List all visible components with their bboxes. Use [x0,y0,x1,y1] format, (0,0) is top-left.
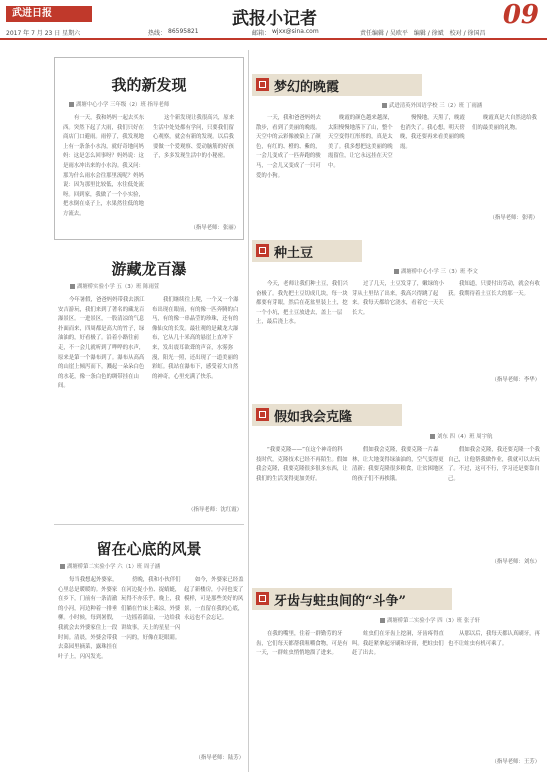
article-column: 晚霞的颜色越来越深，太阳慢慢地落下了山，整个天空变得红彤彤的，真是太美了。我多想把这美丽的晚霞留住，让它永远挂在天空中。 [328,115,393,169]
square-bullet-icon [394,269,399,274]
article-byline: 湖塘桥中心小学 三（3）班 李文 [394,267,478,275]
section-title: 种土豆 [274,246,314,261]
square-bullet-icon [60,564,65,569]
article-byline: 湖塘桥实验小学 五（3）班 陈雨萱 [70,282,159,290]
article-column: 有一天，我和妈妈一起去买东西。突然下起了大雨，我们只好在商店门口避雨。雨停了，我发现地上有一条条小水沟，就好奇地问妈妈：这是怎么回事呀？妈妈说：这是雨水冲出来的小水沟。我又问：那为什么雨水会往那里流呢？妈妈说：因为那里比较低，水往低处流呀。回到家，我做了一个小实验，把水倒在桌子上，水果然往低的地方流去。 [63,115,145,217]
article-column: 我知道，只要付出劳动，就会有收获。我期待着土豆长大的那一天。 [448,281,540,297]
teacher-note: （指导老师：沈红霞） [188,507,242,513]
newspaper-logo: 武进日报 [6,6,92,22]
article-new-discovery [54,57,244,240]
article-title: 我的新发现 [111,76,187,94]
article-title: 游藏龙百瀑 [111,260,187,278]
teacher-note: （指导老师：张丽） [190,225,239,231]
article-column: “我要克隆——”在这个神奇的科技时代，克隆技术已经不再陌生。假如我会克隆，我要克隆很多很多东西，让我们的生活变得更加美好。 [256,447,348,482]
article-column: 今天，老师让我们种土豆，我们兴奋极了。我先把土豆切成几块，每一块都要有芽眼，然后在花盆里装上土，挖一个小坑，把土豆放进去，盖上一层土，最后浇上水。 [256,281,348,326]
teacher-note: （指导老师：张明） [489,215,538,221]
editor-credits: 责任编辑 / 吴欧平 编辑 / 徐斌 校对 / 徐国昌 [360,30,486,37]
article-column: 今年暑假，爸爸妈妈带我去浙江安吉游玩，我们来到了著名的藏龙百瀑景区。一进景区，一股清凉的气息扑面而来，四周都是高大的竹子，绿油油的，好看极了。沿着小路往前走，不一会儿就听到了哗哗的水声，原来是第一个瀑布到了。瀑布从高高的山崖上倾泻而下，溅起一朵朵白色的水花，像一条白色的绸带挂在山间。 [58,297,145,390]
article-column: 蛀虫们在牙齿上挖洞，牙齿疼得直叫。我赶紧拿起牙刷和牙膏，把蛀虫们赶了出去。 [352,631,444,657]
article-byline: 湖塘桥第二实验小学 四（3）班 张子轩 [380,616,480,624]
teacher-note: （指导老师：王芳） [491,759,540,765]
section-marker-icon [256,78,269,91]
article-column: 从那以后，我每天都认真刷牙，再也不让蛀虫有机可乘了。 [448,631,540,647]
article-column: 傍晚，我和小伙伴们在河边捉小鱼、捉蜻蜓，玩得不亦乐乎。晚上，我们躺在竹床上乘凉，外婆一边摇着蒲扇，一边给我讲故事，天上的星星一闪一闪的，好像在眨眼睛。 [121,577,181,641]
teacher-note: （指导老师：陆芳） [195,755,244,761]
article-column: 假如我会克隆，我要克隆一片森林，让大地变得绿油油的，空气变得更清新；我要克隆很多粮食，让贫困地区的孩子们不再挨饿。 [352,447,444,482]
teacher-note: （指导老师：李华） [491,377,540,383]
issue-date: 2017 年 7 月 23 日 星期六 [6,30,81,37]
article-column: 我们继续往上爬，一个又一个瀑布出现在眼前，有的像一匹奔腾的白马，有的像一串晶莹的珍珠，还有的像仙女的长发。最壮观的是藏龙大瀑布，它从几十米高的悬崖上直冲下来，发出震耳欲聋的声音，水雾弥漫，阳光一照，还出现了一道美丽的彩虹。我站在瀑布下，感受着大自然的神奇，心里充满了快乐。 [152,297,239,380]
email-label: 邮箱： [252,30,271,37]
article-byline: 刘东 四（4）班 周宇航 [430,432,492,440]
section-title: 假如我会克隆 [274,410,353,425]
section-title: 梦幻的晚霞 [274,80,340,95]
section-marker-icon [256,244,269,257]
divider [54,524,244,525]
article-column: 这个新发现让我很高兴，原来生活中处处都有学问，只要我们留心观察，就会有新的发现。以后我要做一个爱观察、爱动脑筋的好孩子，多多发现生活中的小秘密。 [153,115,235,160]
square-bullet-icon [69,102,74,107]
section-header [252,240,362,262]
article-byline: 武进清英外国语学校 三（2）班 丁雨涵 [382,101,482,109]
article-column: 慢慢地，天黑了，晚霞也消失了。我心想，明天傍晚，我还要再来看美丽的晚霞。 [400,115,465,150]
teacher-note: （指导老师：刘东） [491,559,540,565]
hotline-label: 热线： [148,30,167,37]
square-bullet-icon [70,284,75,289]
email-address: wjxx@sina.com [272,28,319,35]
article-column: 假如我会克隆，我还要克隆一个我自己，让他帮我做作业，我就可以去玩了。不过，这可不行，学习还是要靠自己。 [448,447,540,482]
square-bullet-icon [382,103,387,108]
column-divider [248,50,249,772]
article-column: 在我的嘴里，住着一群勤劳的牙齿，它们每天都帮我咀嚼食物，可是有一天，一群蛀虫悄悄地溜了进来。 [256,631,348,657]
page-number: 09 [502,0,539,30]
article-byline: 湖塘中心小学 三年级（2）班 指导老师 [69,100,169,108]
hotline-number: 86595821 [168,28,199,35]
section-header [252,74,422,96]
page-title: 武报小记者 [232,9,317,29]
article-column: 晚霞真是大自然送给我们的最美丽的礼物。 [472,115,537,131]
article-byline: 湖塘桥第二实验小学 六（1）班 周子涵 [60,562,160,570]
section-header [252,404,402,426]
article-column: 一天，我和爸爸妈妈去散步，看到了美丽的晚霞。天空中的云彩像被染上了颜色，有红的、橙的、紫的，一会儿变成了一匹奔跑的骏马，一会儿又变成了一只可爱的小狗。 [256,115,321,179]
section-marker-icon [256,592,269,605]
square-bullet-icon [380,618,385,623]
square-bullet-icon [430,434,435,439]
article-title: 留在心底的风景 [96,540,202,558]
section-header [252,588,452,610]
section-title: 牙齿与蛀虫间的“斗争” [274,594,406,609]
section-marker-icon [256,408,269,421]
article-column: 过了几天，土豆发芽了，嫩绿的小芽从土里钻了出来，我高兴得跳了起来。我每天都给它浇水，看着它一天天长大。 [352,281,444,316]
article-column: 每当我想起外婆家，心里总是暖暖的。外婆家在乡下，门前有一条清澈的小河，河边种着一排垂柳。小时候，每到暑假，我就会去外婆家住上一段时间。清晨，外婆会带我去菜园里摘菜，露珠挂在叶子上，闪闪发光。 [58,577,118,660]
info-bar [0,26,547,38]
masthead [0,0,547,40]
article-column: 如今，外婆家已经盖起了新楼房，小河也变了模样，可是那些美好的风景，一直留在我的心底，永远也不会忘记。 [184,577,244,622]
